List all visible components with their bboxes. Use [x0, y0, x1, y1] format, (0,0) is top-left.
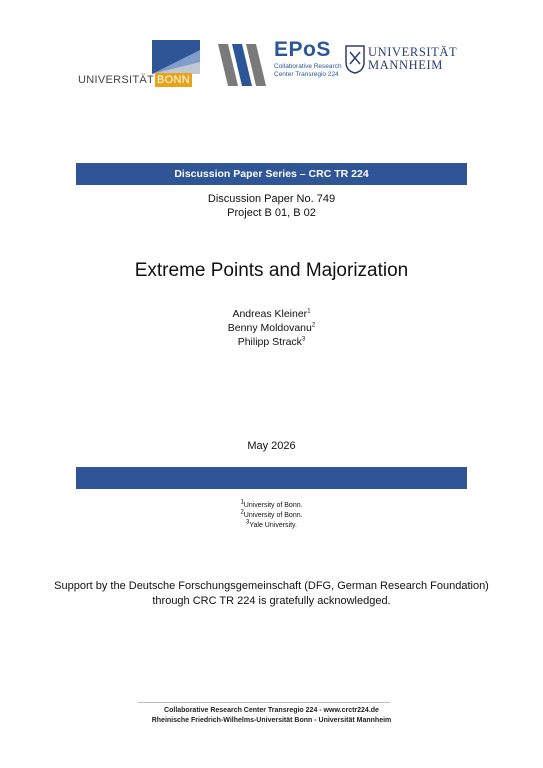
university-bonn-logo — [78, 40, 200, 90]
footer-divider — [138, 702, 390, 703]
epos-subtitle: Collaborative Research Center Transregio 224 — [274, 63, 342, 78]
paper-identifiers — [0, 192, 543, 220]
series-band: Discussion Paper Series – CRC TR 224 — [76, 163, 467, 185]
logo-row — [0, 38, 543, 93]
divider-band — [76, 467, 467, 489]
university-mannheim-logo — [344, 44, 469, 84]
page-footer: Collaborative Research Center Transregio 224 - www.crctr224.de Rheinische Friedrich-Wilhelms-Universität Bonn - Universität Mannheim — [151, 707, 392, 724]
author: Andreas Kleiner$^1$ — [232, 308, 311, 320]
bonn-emblem-icon — [152, 40, 200, 74]
mannheim-wordmark: UNIVERSITÄT MANNHEIM — [368, 45, 458, 72]
funding-acknowledgement: Support by the Deutsche Forschungsgemeinschaft (DFG, German Research Foundation) through CRC TR 224 is gratefully acknowledged. — [54, 580, 489, 607]
paper-date: May 2026 — [247, 440, 296, 452]
author-list — [0, 307, 543, 349]
affiliation: $^2$University of Bonn. — [240, 509, 303, 519]
affiliation: $^3$Yale University. — [246, 519, 297, 529]
mannheim-crest-icon — [344, 44, 366, 74]
epos-logo — [216, 38, 342, 93]
affiliation: $^1$University of Bonn. — [240, 499, 303, 509]
author: Benny Moldovanu$^2$ — [227, 322, 316, 334]
epos-title: EPoS — [274, 38, 331, 61]
bonn-wordmark: UNIVERSITÄT BONN — [78, 74, 191, 86]
paper-number: Discussion Paper No. 749 — [207, 193, 336, 205]
author: Philipp Strack$^3$ — [237, 336, 306, 348]
project-codes: Project B 01, B 02 — [227, 207, 316, 219]
affiliation-list — [0, 501, 543, 531]
paper-title: Extreme Points and Majorization — [134, 260, 409, 281]
epos-stripes-icon — [216, 40, 272, 88]
